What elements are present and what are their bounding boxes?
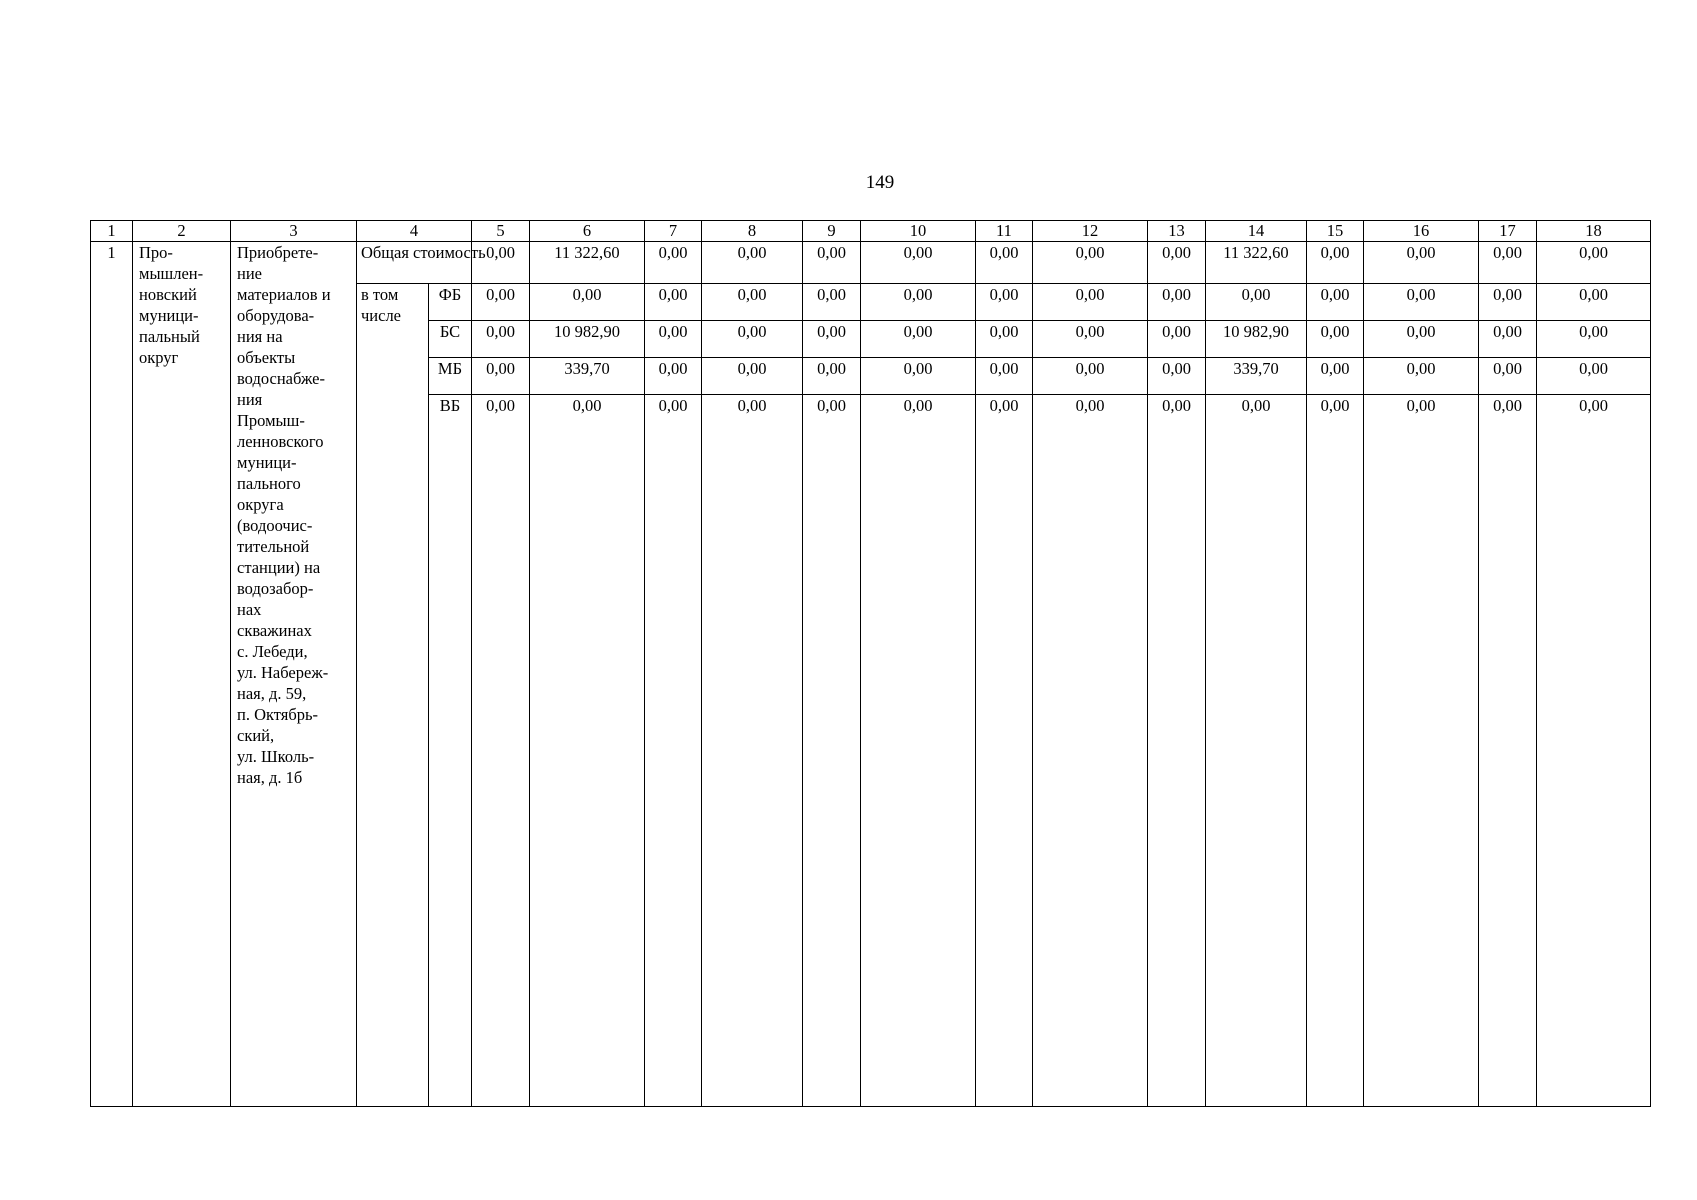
budget-table <box>90 220 1651 1107</box>
header-cell: 6 <box>530 221 645 242</box>
header-cell: 3 <box>231 221 357 242</box>
value-cell: 0,00 <box>472 395 530 1107</box>
value-cell: 0,00 <box>1033 242 1148 284</box>
value-cell: 0,00 <box>803 242 861 284</box>
header-cell: 8 <box>702 221 803 242</box>
value-cell: 0,00 <box>861 395 976 1107</box>
header-cell: 18 <box>1537 221 1651 242</box>
value-cell: 0,00 <box>1479 395 1537 1107</box>
value-cell: 0,00 <box>1364 284 1479 321</box>
total-cost-label: Общая стоимость <box>357 242 472 284</box>
including-label: в том числе <box>357 284 429 1107</box>
value-cell: 0,00 <box>1148 284 1206 321</box>
value-cell: 0,00 <box>1307 395 1364 1107</box>
budget-type-label: МБ <box>429 358 472 395</box>
value-cell: 0,00 <box>861 358 976 395</box>
header-cell: 5 <box>472 221 530 242</box>
value-cell: 0,00 <box>645 321 702 358</box>
value-cell: 0,00 <box>1148 358 1206 395</box>
value-cell: 0,00 <box>1148 242 1206 284</box>
header-cell: 11 <box>976 221 1033 242</box>
header-cell: 10 <box>861 221 976 242</box>
header-cell: 16 <box>1364 221 1479 242</box>
table-row-total <box>91 242 1651 284</box>
value-cell: 0,00 <box>1479 284 1537 321</box>
value-cell: 0,00 <box>1364 395 1479 1107</box>
header-cell: 12 <box>1033 221 1148 242</box>
value-cell: 10 982,90 <box>530 321 645 358</box>
value-cell: 0,00 <box>1033 395 1148 1107</box>
value-cell: 0,00 <box>1364 358 1479 395</box>
value-cell: 0,00 <box>861 321 976 358</box>
value-cell: 0,00 <box>530 284 645 321</box>
value-cell: 0,00 <box>702 395 803 1107</box>
value-cell: 339,70 <box>1206 358 1307 395</box>
value-cell: 0,00 <box>976 242 1033 284</box>
value-cell: 0,00 <box>1148 321 1206 358</box>
value-cell: 0,00 <box>702 284 803 321</box>
value-cell: 0,00 <box>1479 358 1537 395</box>
row-number: 1 <box>91 242 133 1107</box>
header-cell: 1 <box>91 221 133 242</box>
value-cell: 0,00 <box>702 321 803 358</box>
header-cell: 14 <box>1206 221 1307 242</box>
header-cell: 7 <box>645 221 702 242</box>
value-cell: 0,00 <box>803 358 861 395</box>
header-cell: 13 <box>1148 221 1206 242</box>
value-cell: 0,00 <box>803 395 861 1107</box>
header-cell: 15 <box>1307 221 1364 242</box>
value-cell: 0,00 <box>645 242 702 284</box>
header-cell: 2 <box>133 221 231 242</box>
value-cell: 0,00 <box>472 242 530 284</box>
value-cell: 0,00 <box>1537 358 1651 395</box>
header-row <box>91 221 1651 242</box>
budget-type-label: ВБ <box>429 395 472 1107</box>
header-cell: 4 <box>357 221 472 242</box>
value-cell: 0,00 <box>803 284 861 321</box>
value-cell: 0,00 <box>1307 242 1364 284</box>
value-cell: 0,00 <box>803 321 861 358</box>
header-cell: 9 <box>803 221 861 242</box>
value-cell: 0,00 <box>976 284 1033 321</box>
value-cell: 0,00 <box>1033 358 1148 395</box>
value-cell: 0,00 <box>861 284 976 321</box>
value-cell: 0,00 <box>472 284 530 321</box>
value-cell: 0,00 <box>1307 321 1364 358</box>
value-cell: 0,00 <box>1364 321 1479 358</box>
value-cell: 0,00 <box>472 321 530 358</box>
value-cell: 0,00 <box>702 242 803 284</box>
budget-type-label: БС <box>429 321 472 358</box>
value-cell: 0,00 <box>1479 321 1537 358</box>
value-cell: 0,00 <box>1033 284 1148 321</box>
value-cell: 0,00 <box>645 395 702 1107</box>
value-cell: 0,00 <box>976 321 1033 358</box>
value-cell: 0,00 <box>530 395 645 1107</box>
value-cell: 10 982,90 <box>1206 321 1307 358</box>
value-cell: 0,00 <box>1033 321 1148 358</box>
value-cell: 0,00 <box>1206 395 1307 1107</box>
value-cell: 11 322,60 <box>530 242 645 284</box>
value-cell: 0,00 <box>1537 321 1651 358</box>
value-cell: 0,00 <box>702 358 803 395</box>
value-cell: 339,70 <box>530 358 645 395</box>
value-cell: 0,00 <box>1206 284 1307 321</box>
value-cell: 0,00 <box>1537 395 1651 1107</box>
value-cell: 0,00 <box>1364 242 1479 284</box>
value-cell: 0,00 <box>1307 358 1364 395</box>
value-cell: 0,00 <box>976 358 1033 395</box>
municipality-cell: Про- мышлен- новский муници- пальный округ <box>133 242 231 1107</box>
value-cell: 0,00 <box>1148 395 1206 1107</box>
value-cell: 0,00 <box>472 358 530 395</box>
value-cell: 0,00 <box>1537 284 1651 321</box>
value-cell: 0,00 <box>1537 242 1651 284</box>
value-cell: 0,00 <box>1307 284 1364 321</box>
page-number: 149 <box>865 172 895 193</box>
value-cell: 11 322,60 <box>1206 242 1307 284</box>
budget-type-label: ФБ <box>429 284 472 321</box>
header-cell: 17 <box>1479 221 1537 242</box>
activity-description: Приобрете- ние материалов и оборудова- ния на объекты водоснабже- ния Промыш- ленновского муници- пального округа (водоочис- тительной станции) на водозабор- нах скважинах с. Лебеди, ул. Набереж- ная, д. 59, п. Октябрь- ский, ул. Школь- ная, д. 1б <box>231 242 357 1107</box>
value-cell: 0,00 <box>1479 242 1537 284</box>
value-cell: 0,00 <box>645 358 702 395</box>
value-cell: 0,00 <box>976 395 1033 1107</box>
value-cell: 0,00 <box>645 284 702 321</box>
value-cell: 0,00 <box>861 242 976 284</box>
